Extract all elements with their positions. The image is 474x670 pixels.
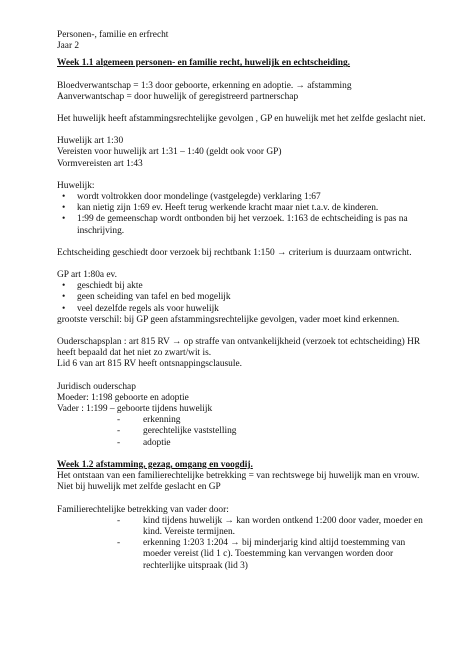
aanverwantschap-line: Aanverwantschap = door huwelijk of geregistreerd partnerschap [57, 91, 299, 102]
moeder-line: Moeder: 1:198 geboorte en adoptie [57, 392, 189, 403]
grootste-verschil-paragraph: grootste verschil: bij GP geen afstammingsrechtelijke gevolgen, vader moet kind erkennen. [57, 314, 400, 325]
gp-list [57, 281, 429, 315]
echtscheiding-paragraph: Echtscheiding geschiedt door verzoek bij rechtbank 1:150 → criterium is duurzaam ontwricht. [57, 247, 412, 258]
ouderschapsplan-paragraph: Ouderschapsplan : art 815 RV → op straffe van ontvankelijkheid (verzoek tot echtscheiding) HR heeft bepaald dat het niet zo zwart/wit is. [57, 337, 421, 359]
list-item: - erkenning 1:203 1:204 → bij minderjarig kind altijd toestemming van moeder vereist (lid 1 c). Toestemming kan vervangen worden door rechterlijke uitspraak (lid 3) [57, 538, 429, 572]
huwelijk-list [57, 192, 429, 237]
course-title: Personen-, familie en erfrecht [57, 30, 169, 40]
betrekking-list [57, 516, 429, 572]
artikel-huwelijk: Huwelijk art 1:30 [57, 136, 124, 147]
list-item: - gerechtelijke vaststelling [57, 426, 429, 437]
artikel-vereisten: Vereisten voor huwelijk art 1:31 – 1:40 (geldt ook voor GP) [57, 147, 282, 158]
week-2-heading: Week 1.2 afstamming, gezag, omgang en voogdij. [57, 459, 253, 470]
list-item: - erkenning [57, 415, 429, 426]
week-2-intro: Het ontstaan van een familierechtelijke betrekking = van rechtswege bij huwelijk man en vrouw. Niet bij huwelijk met zelfde geslacht en GP [57, 471, 420, 493]
juridisch-ouderschap-label: Juridisch ouderschap [57, 381, 136, 392]
course-year: Jaar 2 [57, 41, 80, 52]
list-item: • kan nietig zijn 1:69 ev. Heeft terug werkende kracht maar niet t.a.v. de kinderen. [57, 203, 429, 214]
ontsnappingsclausule-line: Lid 6 van art 815 RV heeft ontsnappingsclausule. [57, 359, 242, 370]
vader-list [57, 415, 429, 449]
gevolgen-paragraph: Het huwelijk heeft afstammingsrechtelijke gevolgen , GP en huwelijk met het zelfde geslacht niet. [57, 114, 426, 125]
list-item: • geschiedt bij akte [57, 281, 429, 292]
list-item: - kind tijdens huwelijk → kan worden ontkend 1:200 door vader, moeder en kind. Vereiste termijnen. [57, 516, 429, 538]
gp-label: GP art 1:80a ev. [57, 270, 117, 281]
list-item: • geen scheiding van tafel en bed mogelijk [57, 292, 429, 303]
list-item: • veel dezelfde regels als voor huwelijk [57, 304, 429, 315]
list-item: • 1:99 de gemeenschap wordt ontbonden bij het verzoek. 1:163 de echtscheiding is pas na inschrijving. [57, 214, 429, 236]
betrekking-label: Familierechtelijke betrekking van vader door: [57, 504, 229, 515]
document-page [57, 30, 429, 572]
bloedverwantschap-line: Bloedverwantschap = 1:3 door geboorte, erkenning en adoptie. → afstamming [57, 80, 352, 91]
list-item: - adoptie [57, 438, 429, 449]
vader-line: Vader : 1:199 – geboorte tijdens huwelijk [57, 404, 213, 415]
huwelijk-label: Huwelijk: [57, 180, 95, 191]
week-1-heading: Week 1.1 algemeen personen- en familie recht, huwelijk en echtscheiding. [57, 58, 351, 69]
list-item: • wordt voltrokken door mondelinge (vastgelegde) verklaring 1:67 [57, 192, 429, 203]
artikel-vormvereisten: Vormvereisten art 1:43 [57, 158, 143, 169]
